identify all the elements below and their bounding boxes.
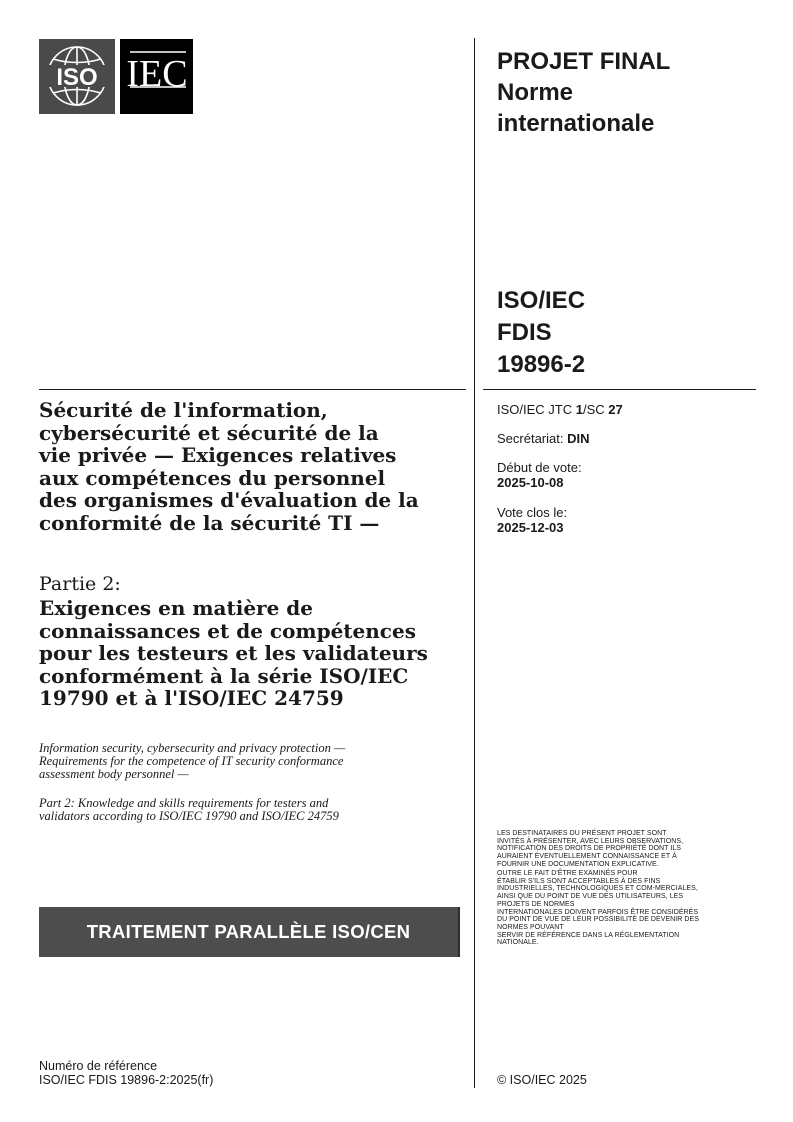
left-rule: [39, 389, 466, 390]
standard-id-line-2: FDIS: [497, 319, 552, 346]
title-fr-line: conformité de la sécurité TI —: [39, 510, 380, 535]
title-en-line: Requirements for the competence of IT security conformance: [39, 754, 344, 768]
vote-end-value: 2025-12-03: [497, 520, 564, 535]
iso-logo: [39, 39, 115, 114]
title-fr-line: des organismes d'évaluation de la: [39, 488, 419, 512]
committee: [497, 402, 757, 417]
title-en-part-line: Part 2: Knowledge and skills requirements for testers and: [39, 796, 329, 810]
vote-end: [497, 505, 757, 535]
notice-line: AURAIENT ÉVENTUELLEMENT CONNAISSANCE ET À: [497, 853, 677, 861]
notice-line: LES DESTINATAIRES DU PRÉSENT PROJET SONT: [497, 830, 667, 837]
reference-number: [39, 1059, 213, 1087]
title-fr-part-line: Exigences en matière de: [39, 596, 313, 620]
notice-para-2: [497, 870, 757, 947]
notice-line: ÉTABLIR S'ILS SONT ACCEPTABLES À DES FINS: [497, 877, 661, 885]
iec-logo-text: IEC: [126, 53, 188, 95]
title-en-line: assessment body personnel —: [39, 767, 189, 781]
column-divider: [474, 38, 475, 1088]
title-fr-line: vie privée — Exigences relatives: [39, 443, 397, 467]
title-fr-line: Sécurité de l'information,: [39, 398, 328, 422]
notice-line: NOTIFICATION DES DROITS DE PROPRIÉTÉ DONT ILS: [497, 845, 682, 853]
title-fr-line: cybersécurité et sécurité de la: [39, 420, 379, 445]
title-en-part-line: validators according to ISO/IEC 19790 and ISO/IEC 24759: [39, 809, 339, 823]
stage-line-1: PROJET FINAL: [497, 48, 671, 75]
title-fr-part-line: connaissances et de compétences: [39, 618, 416, 643]
standard-id-line-1: ISO/IEC: [497, 287, 586, 314]
title-fr-part: [39, 597, 469, 710]
title-fr-line: aux compétences du personnel: [39, 465, 386, 490]
vote-end-label: Vote clos le:: [497, 505, 568, 520]
notice-line: OUTRE LE FAIT D'ÊTRE EXAMINÉS POUR: [497, 870, 638, 877]
notice-line: NATIONALE.: [497, 939, 539, 947]
standard-id-line-3: 19896-2: [497, 351, 586, 378]
notice-line: INTERNATIONALES DOIVENT PARFOIS ÊTRE CONSIDÉRÉS: [497, 908, 699, 916]
secretariat: [497, 431, 757, 446]
notice-line: FOURNIR UNE DOCUMENTATION EXPLICATIVE.: [497, 860, 659, 868]
committee-sc: 27: [608, 402, 623, 417]
title-fr-part-line: conformément à la série ISO/IEC: [39, 663, 409, 688]
copyright: © ISO/IEC 2025: [497, 1073, 587, 1087]
notice-line: PROJETS DE NORMES: [497, 900, 575, 908]
notice-line: SERVIR DE RÉFÉRENCE DANS LA RÉGLEMENTATION: [497, 931, 680, 939]
standard-id: [497, 285, 757, 381]
notice-line: DU POINT DE VUE DE LEUR POSSIBILITÉ DE DEVENIR DES: [497, 916, 699, 924]
secretariat-label: Secrétariat:: [497, 431, 568, 446]
reference-value: ISO/IEC FDIS 19896-2:2025(fr): [39, 1073, 214, 1087]
title-fr-main: [39, 399, 469, 534]
parallel-processing-banner: [39, 907, 460, 957]
reference-label: Numéro de référence: [39, 1059, 158, 1073]
stage-line-2: Norme: [497, 79, 574, 106]
banner-label: TRAITEMENT PARALLÈLE ISO/CEN: [86, 921, 411, 942]
notice-line: NORMES POUVANT: [497, 923, 564, 931]
notice-line: AINSI QUE DU POINT DE VUE DES UTILISATEURS, LES: [497, 893, 684, 901]
title-en-part: [39, 797, 459, 823]
committee-jtc: 1: [575, 402, 583, 417]
stage-line-3: internationale: [497, 110, 655, 137]
vote-start-label: Début de vote:: [497, 460, 582, 475]
title-en-line: Information security, cybersecurity and privacy protection —: [39, 741, 346, 755]
secretariat-value: DIN: [567, 431, 590, 446]
vote-start: [497, 460, 757, 490]
document-stage: [497, 46, 757, 139]
notice-para-1: [497, 830, 757, 869]
iso-logo-text: ISO: [56, 64, 98, 91]
committee-sep: /SC: [582, 402, 609, 417]
title-fr-part-line: 19790 et à l'ISO/IEC 24759: [39, 686, 344, 710]
title-en-main: [39, 742, 459, 781]
notice-line: INVITÉS À PRÉSENTER, AVEC LEURS OBSERVATIONS,: [497, 837, 684, 845]
part-label: Partie 2:: [39, 573, 121, 595]
vote-start-value: 2025-10-08: [497, 475, 564, 490]
committee-prefix: ISO/IEC JTC: [497, 402, 576, 417]
right-rule: [483, 389, 756, 390]
iec-logo: [120, 39, 193, 114]
title-fr-part-line: pour les testeurs et les validateurs: [39, 641, 428, 665]
notice-line: INDUSTRIELLES, TECHNOLOGIQUES ET COM-MERCIALES,: [497, 885, 698, 893]
